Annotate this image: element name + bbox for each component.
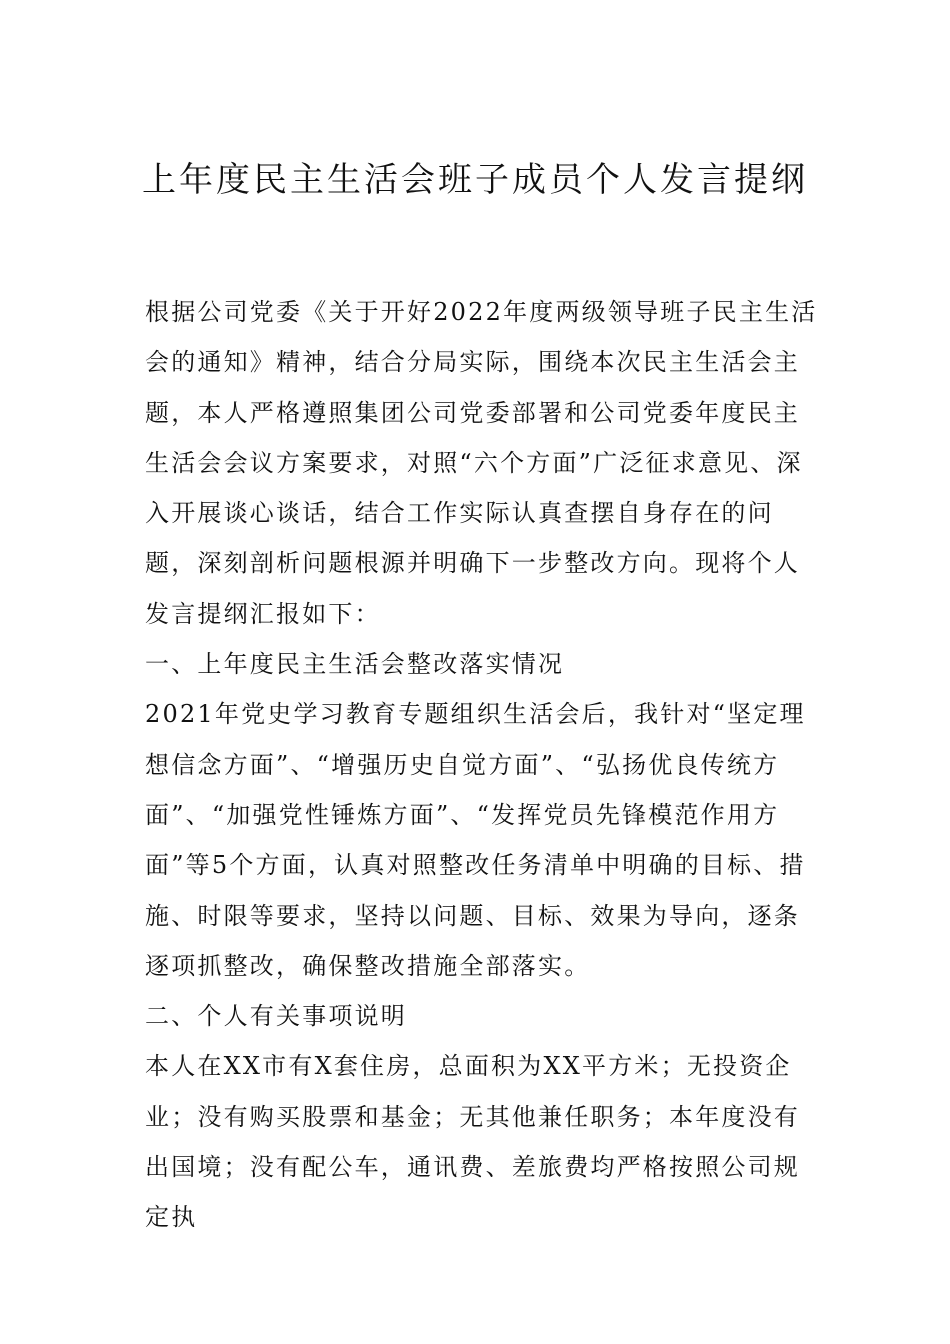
document-body bbox=[145, 287, 825, 1243]
intro-paragraph: 根据公司党委《关于开好2022年度两级领导班子民主生活会的通知》精神，结合分局实际，围绕本次民主生活会主题，本人严格遵照集团公司党委部署和公司党委年度民主生活会会议方案要求，对照“六个方面”广泛征求意见、深入开展谈心谈话，结合工作实际认真查摆自身存在的问题，深刻剖析问题根源并明确下一步整改方向。现将个人发言提纲汇报如下： bbox=[145, 298, 818, 628]
section-heading-1: 一、上年度民主生活会整改落实情况 bbox=[145, 650, 565, 679]
section-heading-2: 二、个人有关事项说明 bbox=[145, 1002, 407, 1031]
section-1-paragraph: 2021年党史学习教育专题组织生活会后，我针对“坚定理想信念方面”、“增强历史自觉方面”、“弘扬优良传统方面”、“加强党性锤炼方面”、“发挥党员先锋模范作用方面”等5个方面，认真对照整改任务清单中明确的目标、措施、时限等要求，坚持以问题、目标、效果为导向，逐条逐项抓整改，确保整改措施全部落实。 bbox=[145, 700, 806, 980]
section-2-paragraph: 本人在XX市有X套住房，总面积为XX平方米；无投资企业；没有购买股票和基金；无其他兼任职务；本年度没有出国境；没有配公车，通讯费、差旅费均严格按照公司规定执 bbox=[145, 1052, 800, 1232]
document-title: 上年度民主生活会班子成员个人发言提纲 bbox=[142, 160, 808, 200]
